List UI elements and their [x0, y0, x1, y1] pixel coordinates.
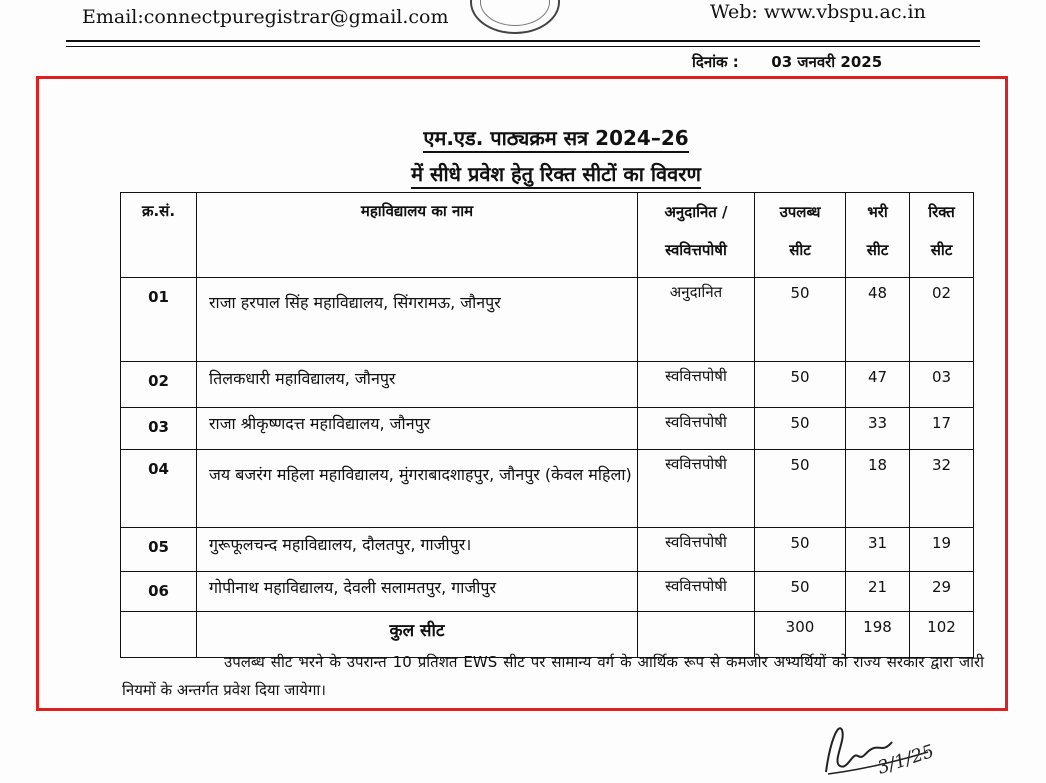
row-available: 50 — [755, 278, 846, 362]
table-row — [121, 528, 974, 572]
col-header-sno: क्र.सं. — [121, 193, 197, 278]
date-label: दिनांक : — [692, 53, 739, 71]
table-row — [121, 450, 974, 528]
row-vacant: 32 — [910, 450, 974, 528]
total-filled: 198 — [846, 612, 910, 658]
row-type: स्ववित्तपोषी — [638, 572, 755, 612]
col-header-vacant: रिक्त सीट — [910, 193, 974, 278]
col-header-filled: भरी सीट — [846, 193, 910, 278]
table-row — [121, 408, 974, 450]
table-header-row — [121, 193, 974, 278]
seat-table — [120, 192, 974, 658]
row-college: गोपीनाथ महाविद्यालय, देवली सलामतपुर, गाजीपुर — [197, 572, 638, 612]
table-row — [121, 572, 974, 612]
row-available: 50 — [755, 572, 846, 612]
row-college: गुरूफूलचन्द महाविद्यालय, दौलतपुर, गाजीपुर। — [197, 528, 638, 572]
row-vacant: 17 — [910, 408, 974, 450]
header-rule — [66, 40, 980, 42]
date-value: 03 जनवरी 2025 — [771, 53, 883, 71]
total-label: कुल सीट — [197, 612, 638, 658]
row-filled: 47 — [846, 362, 910, 408]
col-header-type: अनुदानित / स्ववित्तपोषी — [638, 193, 755, 278]
email-text: Email:connectpuregistrar@gmail.com — [82, 6, 449, 28]
row-filled: 48 — [846, 278, 910, 362]
total-vacant: 102 — [910, 612, 974, 658]
row-filled: 33 — [846, 408, 910, 450]
row-sno: 01 — [121, 278, 197, 362]
col-header-available: उपलब्ध सीट — [755, 193, 846, 278]
row-sno: 02 — [121, 362, 197, 408]
row-college: राजा हरपाल सिंह महाविद्यालय, सिंगरामऊ, जौनपुर — [197, 278, 638, 362]
svg-text:3/1/25: 3/1/25 — [875, 740, 937, 779]
table-row — [121, 278, 974, 362]
row-vacant: 03 — [910, 362, 974, 408]
website-text: Web: www.vbspu.ac.in — [710, 1, 926, 23]
total-available: 300 — [755, 612, 846, 658]
row-filled: 18 — [846, 450, 910, 528]
notice-title-line1: एम.एड. पाठ्यक्रम सत्र 2024–26 — [0, 124, 1046, 151]
signature-icon — [818, 712, 968, 783]
row-available: 50 — [755, 450, 846, 528]
row-sno: 06 — [121, 572, 197, 612]
row-type: अनुदानित — [638, 278, 755, 362]
table-row — [121, 362, 974, 408]
row-type: स्ववित्तपोषी — [638, 408, 755, 450]
row-sno: 04 — [121, 450, 197, 528]
row-available: 50 — [755, 528, 846, 572]
row-filled: 21 — [846, 572, 910, 612]
header-rule-thin — [66, 46, 980, 47]
row-college: तिलकधारी महाविद्यालय, जौनपुर — [197, 362, 638, 408]
row-college: राजा श्रीकृष्णदत्त महाविद्यालय, जौनपुर — [197, 408, 638, 450]
row-sno: 05 — [121, 528, 197, 572]
notice-title-line2: में सीधे प्रवेश हेतु रिक्त सीटों का विवरण — [0, 160, 1046, 187]
row-available: 50 — [755, 362, 846, 408]
date-line — [692, 52, 882, 72]
row-vacant: 02 — [910, 278, 974, 362]
row-vacant: 19 — [910, 528, 974, 572]
university-seal-icon — [470, 0, 560, 34]
row-vacant: 29 — [910, 572, 974, 612]
row-type: स्ववित्तपोषी — [638, 362, 755, 408]
row-college: जय बजरंग महिला महाविद्यालय, मुंगराबादशाहपुर, जौनपुर (केवल महिला) — [197, 450, 638, 528]
row-filled: 31 — [846, 528, 910, 572]
footer-note: उपलब्ध सीट भरने के उपरान्त 10 प्रतिशत EWS सीट पर सामान्य वर्ग के आर्थिक रूप से कमजोर अभ्यर्थियों को राज्य सरकार द्वारा जारी नियमों के अन्तर्गत प्रवेश दिया जायेगा। — [122, 653, 984, 699]
col-header-college: महाविद्यालय का नाम — [197, 193, 638, 278]
row-sno: 03 — [121, 408, 197, 450]
row-available: 50 — [755, 408, 846, 450]
row-type: स्ववित्तपोषी — [638, 528, 755, 572]
row-type: स्ववित्तपोषी — [638, 450, 755, 528]
